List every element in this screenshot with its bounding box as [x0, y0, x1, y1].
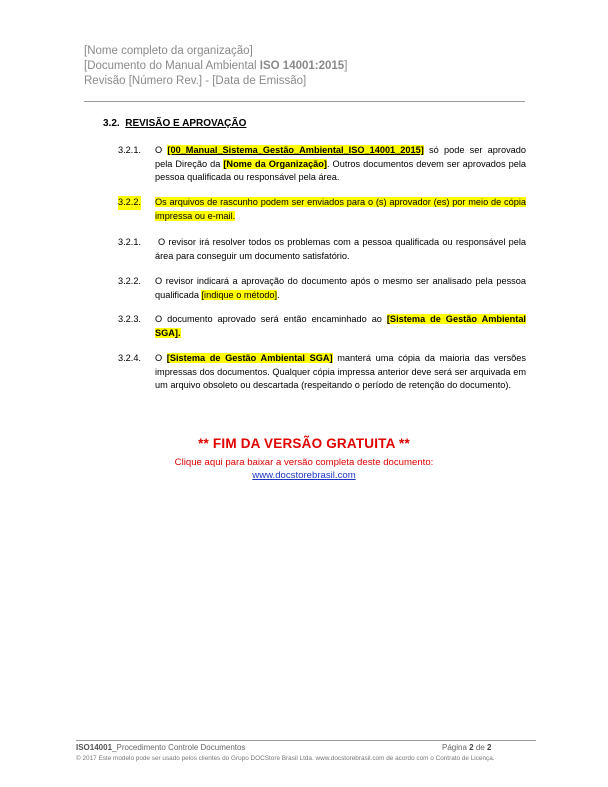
document-title	[84, 59, 347, 74]
item-text-part: . Outros documentos devem ser aprovados pela pessoa qualificada ou responsável pela área.	[155, 158, 526, 183]
item-text-part: manterá uma cópia da maioria das versões impressas dos documentos. Qualquer cópia impressa anterior deve será ser arquivada em um arquivo obsoleto ou descartada (respeitando o período de retenção do documento).	[155, 353, 526, 391]
item-text-part: O	[155, 145, 168, 155]
sga-placeholder: [Sistema de Gestão Ambiental SGA].	[155, 314, 526, 338]
footer-divider	[76, 740, 536, 741]
document-title-suffix: ]	[344, 60, 348, 72]
item-text-part: O revisor indicará a aprovação do documento após o mesmo ser analisado pela pessoa qualificada	[155, 276, 526, 300]
document-title-standard: ISO 14001:2015	[259, 60, 345, 72]
page-current: 2	[469, 743, 474, 752]
free-version-end-title: ** FIM DA VERSÃO GRATUITA **	[198, 436, 410, 451]
section-title: REVISÃO E APROVAÇÃO	[125, 118, 247, 129]
item-text	[155, 275, 526, 302]
list-item	[118, 313, 526, 341]
footer-doc-code: ISO14001	[76, 743, 113, 752]
item-number: 3.2.4.	[118, 353, 141, 363]
item-text-part: .	[277, 289, 280, 300]
organization-placeholder: [Nome da Organização]	[223, 158, 327, 169]
item-text	[155, 352, 526, 393]
page-of: de	[473, 743, 487, 752]
header-divider	[84, 101, 525, 102]
list-item	[118, 352, 526, 408]
docstore-website-link[interactable]: www.docstorebrasil.com	[252, 470, 356, 481]
footer-document-name	[76, 743, 245, 752]
copyright-notice: © 2017 Este modelo pode ser usado pelos clientes do Grupo DOCStore Brasil Ltda. www.docstorebrasil.com de acordo com o Contrato de Licença.	[76, 755, 495, 762]
footer-doc-title: _Procedimento Controle Documentos	[112, 743, 246, 752]
item-text	[155, 236, 526, 263]
item-number: 3.2.2.	[118, 276, 141, 286]
item-text	[155, 313, 526, 340]
item-number: 3.2.3.	[118, 314, 141, 324]
item-text-part: só pode ser aprovado pela Direção da	[155, 145, 526, 169]
page-number	[442, 743, 491, 752]
item-text-part: O revisor irá resolver todos os problemas com a pessoa qualificada ou responsável pela área para conseguir um documento satisfatório.	[155, 237, 526, 261]
item-text-part: O documento aprovado será então encaminhado ao	[155, 314, 387, 324]
manual-filename-placeholder: [00_Manual_Sistema_Gestão_Ambiental_ISO_14001_2015]	[167, 145, 424, 155]
document-header	[84, 44, 347, 89]
method-placeholder: [indique o método]	[201, 289, 278, 300]
item-text	[155, 144, 526, 185]
page-word: Página	[442, 743, 470, 752]
document-title-prefix: [Documento do Manual Ambiental	[84, 60, 260, 72]
list-item	[118, 144, 526, 186]
item-text-part: O	[155, 353, 167, 363]
revision-line: Revisão [Número Rev.] - [Data de Emissão]	[84, 75, 307, 87]
list-item	[118, 275, 526, 303]
page-total: 2	[486, 743, 492, 752]
item-number: 3.2.1.	[118, 145, 141, 155]
list-item	[118, 236, 526, 264]
item-text-part: Os arquivos de rascunho podem ser enviados para o (s) aprovador (es) por meio de cópia impressa ou e-mail.	[155, 197, 526, 221]
sga-placeholder: [Sistema de Gestão Ambiental SGA]	[166, 353, 333, 363]
item-number: 3.2.1.	[118, 237, 141, 247]
list-item	[118, 196, 526, 224]
organization-name: [Nome completo da organização]	[84, 45, 253, 57]
item-number: 3.2.2.	[118, 196, 141, 210]
section-number: 3.2.	[103, 118, 120, 129]
download-full-version-link[interactable]: Clique aqui para baixar a versão completa deste documento:	[174, 457, 434, 468]
section-heading	[103, 118, 246, 129]
item-text	[155, 196, 526, 223]
